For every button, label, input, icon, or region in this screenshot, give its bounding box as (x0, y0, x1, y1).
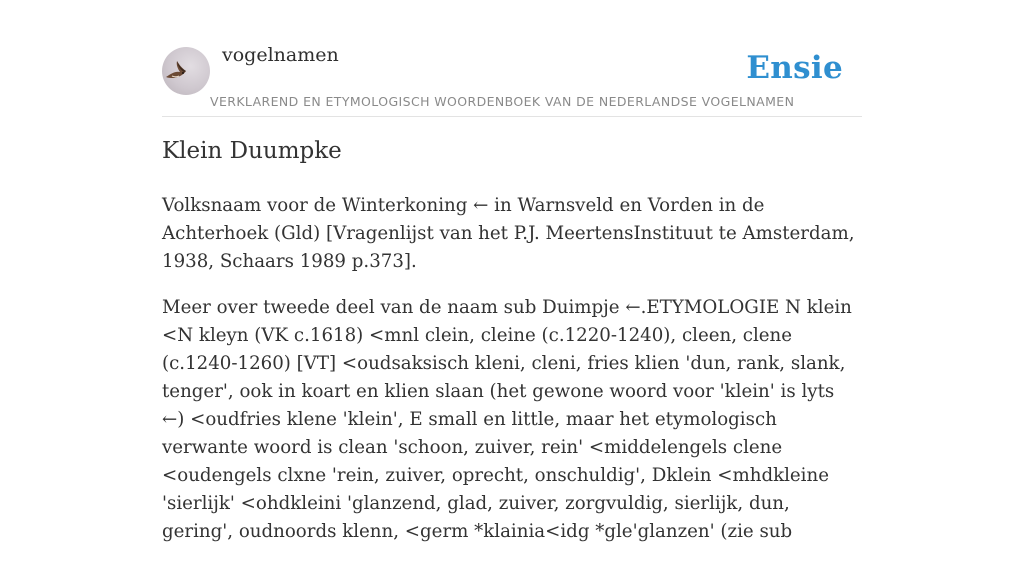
ensie-logo[interactable]: Ensie (746, 50, 843, 86)
entry-title: Klein Duumpke (162, 138, 342, 164)
site-name[interactable]: vogelnamen (222, 44, 339, 66)
page (162, 0, 862, 542)
site-header (162, 0, 862, 117)
entry-body (162, 192, 862, 564)
site-subtitle: VERKLAREND EN ETYMOLOGISCH WOORDENBOEK VAN DE NEDERLANDSE VOGELNAMEN (210, 94, 795, 109)
bird-icon (162, 47, 210, 95)
entry-paragraph: Volksnaam voor de Winterkoning ← in Warnsveld en Vorden in de Achterhoek (Gld) [Vragenlijst van het P.J. MeertensInstituut te Amsterdam, 1938, Schaars 1989 p.373]. (162, 195, 855, 272)
bird-photo-avatar[interactable] (162, 47, 210, 95)
entry-paragraph: Meer over tweede deel van de naam sub Duimpje ←.ETYMOLOGIE N klein <N kleyn (VK c.1618) <mnl clein, cleine (c.1220-1240), cleen, clene (c.1240-1260) [VT] <oudsaksisch kleni, cleni, fries klien 'dun, rank, slank, tenger', ook in koart en klien slaan (het gewone woord voor 'klein' is lyts ←) <oudfries klene 'klein', E small en little, maar het etymologisch verwante woord is clean 'schoon, zuiver, rein' <middelengels clene <oudengels clxne 'rein, zuiver, oprecht, onschuldig', Dklein <mhdkleine 'sierlijk' <ohdkleini 'glanzend, glad, zuiver, zorgvuldig, sierlijk, dun, gering', oudnoords klenn, <germ *klainia<idg *gle'glanzen' (zie sub (162, 297, 852, 542)
